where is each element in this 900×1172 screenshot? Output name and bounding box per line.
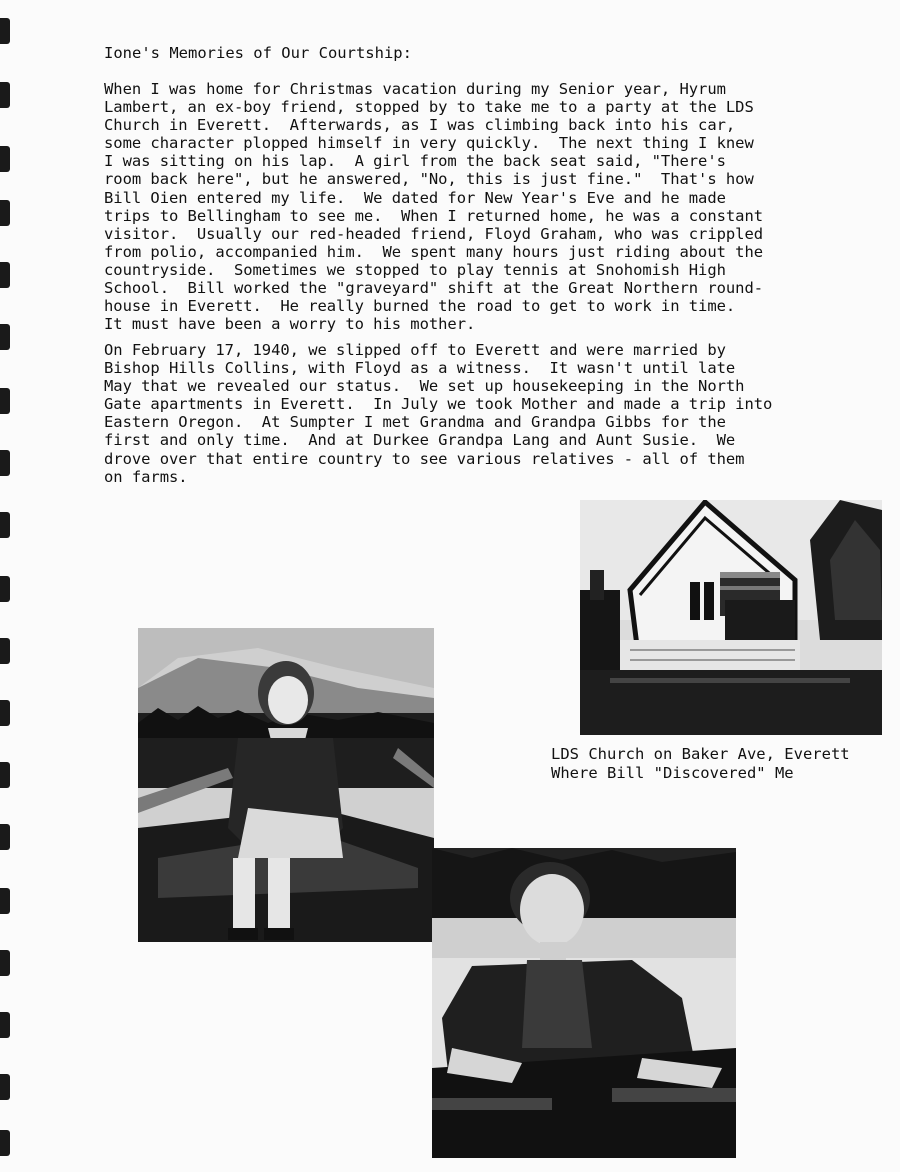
lds-church-photo [580,500,882,735]
ione-boat-photo [138,628,434,942]
courtship-paragraph-1: When I was home for Christmas vacation during my Senior year, Hyrum Lambert, an ex-boy friend, stopped by to take me to a party at the LDS Church in Everett. Afterwards, as I was climbing back into his car, some character plopped himself in very quickly. The next thing I knew I was sitting on his lap. A girl from the back seat said, "There's room back here", but he answered, "No, this is just fine." That's how Bill Oien entered my life. We dated for New Year's Eve and he made trips to Bellingham to see me. When I returned home, he was a constant visitor. Usually our red-headed friend, Floyd Graham, who was crippled from polio, accompanied him. We spent many hours just riding about the countryside. Sometimes we stopped to play tennis at Snohomish High School. Bill worked the "graveyard" shift at the Great Northern round- house in Everett. He really burned the road to get to work in time. It must have been a worry to his mother. [104,80,764,334]
courtship-paragraph-2: On February 17, 1940, we slipped off to Everett and were married by Bishop Hills Collins, with Floyd as a witness. It wasn't until late May that we revealed our status. We set up housekeeping in the North Gate apartments in Everett. In July we took Mother and made a trip into Eastern Oregon. At Sumpter I met Grandma and Grandpa Gibbs for the first and only time. And at Durkee Grandpa Lang and Aunt Susie. We drove over that entire country to see various relatives - all of them on farms. [104,341,773,486]
spiral-binding [0,0,12,1172]
page-title: Ione's Memories of Our Courtship: [104,44,412,62]
church-photo-caption: LDS Church on Baker Ave, Everett Where Bill "Discovered" Me [551,745,850,782]
bill-rowing-photo [432,848,736,1158]
